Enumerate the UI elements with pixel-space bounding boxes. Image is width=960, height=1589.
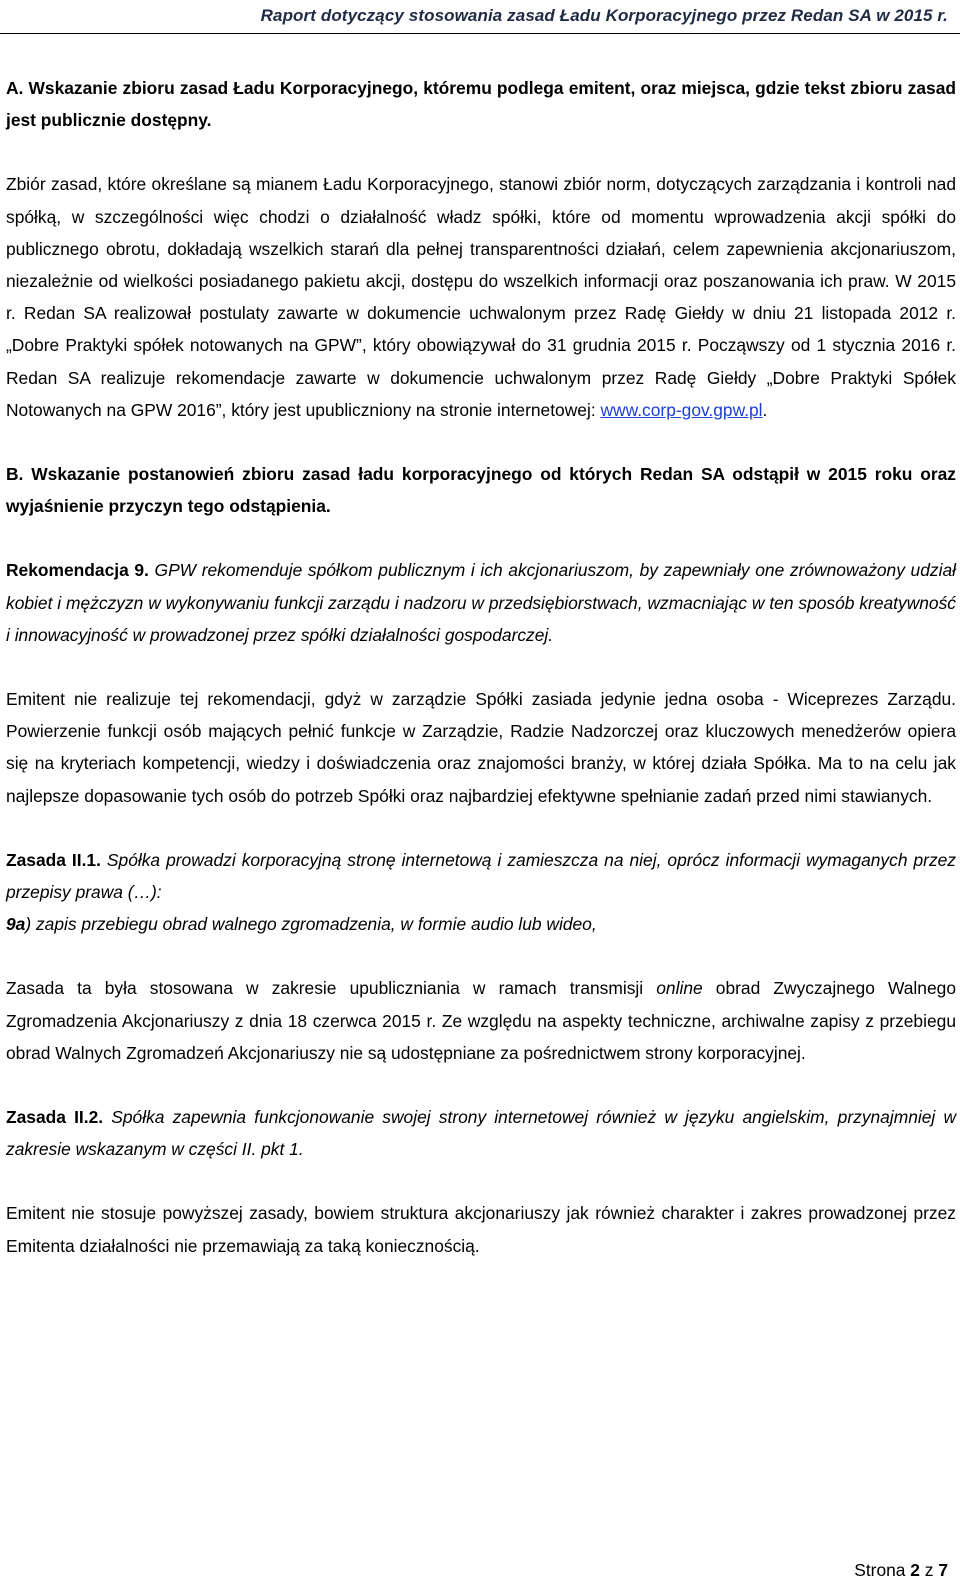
ii1-explanation-before: Zasada ta była stosowana w zakresie upubliczniania w ramach transmisji [6,978,657,999]
rec9-explanation: Emitent nie realizuje tej rekomendacji, gdyż w zarządzie Spółki zasiada jedynie jedna osoba - Wiceprezes Zarządu. Powierzenie funkcji osób mających pełnić funkcje w Zarządzie, Radzie Nadzorczej oraz kluczowych menedżerów opiera się na kryteriach kompetencji, wiedzy i doświadczenia oraz znajomości branży, w której działa Spółka. Ma to na celu jak najlepsze dopasowanie tych osób do potrzeb Spółki oraz najbardziej efektywne spełnianie zadań przed nimi stawianych. [6,689,956,806]
corp-gov-link[interactable]: www.corp-gov.gpw.pl [600,399,763,420]
ii1-explanation-after: obrad Zwyczajnego Walnego Zgromadzenia Akcjonariuszy z dnia 18 czerwca 2015 r. Ze względu na aspekty techniczne, archiwalne zapisy z przebiegu obrad Walnych Zgromadzeń Akcjonariuszy nie są udostępniane za pośrednictwem strony korporacyjnej. [6,978,956,1063]
section-a-end: . [762,399,768,420]
ii1-explanation-online: online [656,978,703,999]
ii2-quote: Spółka zapewnia funkcjonowanie swojej strony internetowej również w języku angielskim, przynajmniej w zakresie wskazanym w części II. pkt 1. [6,1107,957,1160]
ii2-label: Zasada II.2. [6,1107,104,1128]
running-header: Raport dotyczący stosowania zasad Ładu Korporacyjnego przez Redan SA w 2015 r. [260,6,948,25]
ii2-explanation: Emitent nie stosuje powyższej zasady, bowiem struktura akcjonariuszy jak również charakter i zakres prowadzonej przez Emitenta działalności nie przemawiają za taką koniecznością. [6,1203,956,1256]
ii1-quote: Spółka prowadzi korporacyjną stronę internetową i zamieszcza na niej, oprócz informacji wymaganych przez przepisy prawa (…): [6,849,957,903]
section-a-heading: A. Wskazanie zbioru zasad Ładu Korporacyjnego, któremu podlega emitent, oraz miejsca, gdzie tekst zbioru zasad jest publicznie dostępny. [6,78,956,131]
ii1-point-label: 9a [6,914,26,935]
page-sep: z [919,1560,939,1580]
ii1-quote-block [6,844,956,941]
ii1-point-text: ) zapis przebiegu obrad walnego zgromadzenia, w formie audio lub wideo, [25,914,597,935]
section-b-heading: B. Wskazanie postanowień zbioru zasad ładu korporacyjnego od których Redan SA odstąpił w 2015 roku oraz wyjaśnienie przyczyn tego odstąpienia. [6,464,956,517]
ii1-label: Zasada II.1. [6,849,101,870]
total-pages: 7 [938,1560,948,1580]
rec9-quote: GPW rekomenduje spółkom publicznym i ich akcjonariuszom, by zapewniały one zrównoważony udział kobiet i mężczyzn w wykonywaniu funkcji zarządu i nadzoru w przedsiębiorstwach, wzmacniając w ten sposób kreatywność i innowacyjność w prowadzonej przez spółki działalności gospodarczej. [6,560,956,645]
current-page: 2 [910,1560,920,1580]
page-number [854,1560,948,1581]
ii1-explanation [6,972,956,1069]
document-body [6,72,956,1262]
section-a-body [6,168,956,426]
page-prefix: Strona [854,1560,911,1580]
rec9-quote-block [6,554,956,651]
rec9-label: Rekomendacja 9. [6,560,149,581]
header-rule [0,33,960,34]
section-a-text: Zbiór zasad, które określane są mianem Ładu Korporacyjnego, stanowi zbiór norm, dotyczących zarządzania i kontroli nad spółką, w szczególności więc chodzi o działalność władz spółki, które od momentu wprowadzenia akcji spółki do publicznego obrotu, dokładają wszelkich starań dla pełnej transparentności działań, celem zapewnienia akcjonariuszom, niezależnie od wielkości posiadanego pakietu akcji, dostępu do wszelkich informacji oraz poszanowania ich praw. W 2015 r. Redan SA realizował postulaty zawarte w dokumencie uchwalonym przez Radę Giełdy w dniu 21 listopada 2012 r. „Dobre Praktyki spółek notowanych na GPW”, który obowiązywał do 31 grudnia 2015 r. Począwszy od 1 stycznia 2016 r. Redan SA realizuje rekomendacje zawarte w dokumencie uchwalonym przez Radę Giełdy „Dobre Praktyki Spółek Notowanych na GPW 2016”, który jest upubliczniony na stronie internetowej: [6,174,956,420]
ii2-quote-block [6,1101,956,1165]
